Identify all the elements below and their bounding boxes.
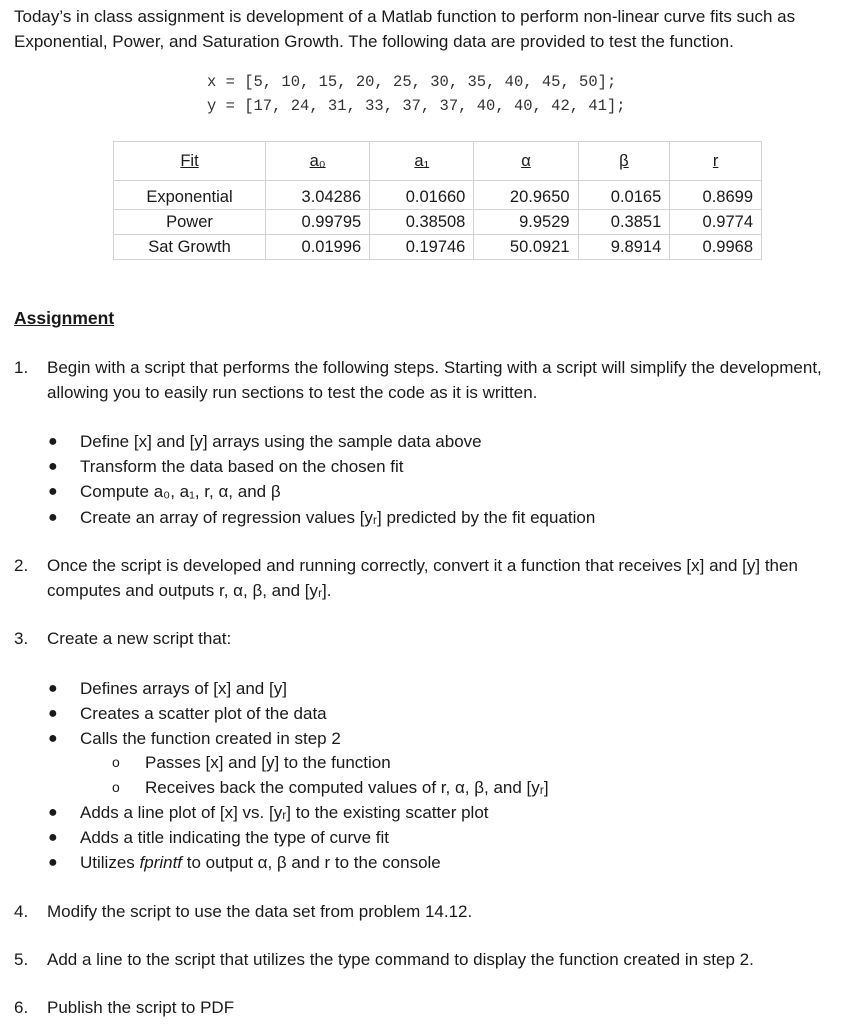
row-label: Sat Growth <box>114 235 266 260</box>
code-x-line: x = [5, 10, 15, 20, 25, 30, 35, 40, 45, 50]; <box>207 73 617 91</box>
hollow-bullet-icon: o <box>112 754 120 770</box>
cell-a1: 0.01660 <box>370 181 474 210</box>
col-header-a0: a₀ <box>266 142 370 181</box>
code-y-line: y = [17, 24, 31, 33, 37, 37, 40, 40, 42, 41]; <box>207 97 626 115</box>
bullet-text: Compute a₀, a₁, r, α, and β <box>80 482 281 501</box>
step-text: Modify the script to use the data set from problem 14.12. <box>47 902 473 921</box>
code-block <box>207 70 626 118</box>
row-label: Exponential <box>114 181 266 210</box>
list-item <box>48 850 441 875</box>
cell-a0: 3.04286 <box>266 181 370 210</box>
cell-r: 0.9774 <box>670 210 762 235</box>
step-number: 4. <box>14 902 29 921</box>
sub-list-item <box>112 750 391 775</box>
step-number: 3. <box>14 629 29 648</box>
table-row <box>114 181 762 210</box>
fit-results-table <box>113 141 762 260</box>
bullet-icon: ● <box>48 680 58 697</box>
cell-a1: 0.19746 <box>370 235 474 260</box>
list-item <box>48 429 482 454</box>
fprintf-term: fprintf <box>139 853 183 872</box>
cell-alpha: 9.9529 <box>474 210 578 235</box>
step-text: Begin with a script that performs the following steps. Starting with a script will simplify the development, allowing you to easily run sections to test the code as it is written. <box>47 358 822 402</box>
bullet-icon: ● <box>48 804 58 821</box>
bullet-icon: ● <box>48 854 58 871</box>
col-header-r: r <box>670 142 762 181</box>
bullet-icon: ● <box>48 433 58 450</box>
cell-r: 0.9968 <box>670 235 762 260</box>
step-2 <box>14 553 854 603</box>
step-3 <box>14 626 854 651</box>
row-label: Power <box>114 210 266 235</box>
step-text: Publish the script to PDF <box>47 998 235 1017</box>
intro-paragraph: Today’s in class assignment is development of a Matlab function to perform non-linear curve fits such as Exponential, Power, and Saturation Growth. The following data are provided to test the function. <box>14 7 796 51</box>
step-6 <box>14 995 854 1020</box>
col-header-alpha: α <box>474 142 578 181</box>
cell-a1: 0.38508 <box>370 210 474 235</box>
sub-bullet-text: Passes [x] and [y] to the function <box>145 753 391 772</box>
bullet-text: Defines arrays of [x] and [y] <box>80 679 287 698</box>
col-header-beta: β <box>578 142 670 181</box>
list-item <box>48 676 287 701</box>
cell-a0: 0.99795 <box>266 210 370 235</box>
bullet-icon: ● <box>48 509 58 526</box>
bullet-text: Transform the data based on the chosen fit <box>80 457 404 476</box>
bullet-text: Creates a scatter plot of the data <box>80 704 327 723</box>
bullet-icon: ● <box>48 458 58 475</box>
bullet-icon: ● <box>48 483 58 500</box>
bullet-text: Create an array of regression values [yᵣ] predicted by the fit equation <box>80 508 596 527</box>
step-5 <box>14 947 854 972</box>
step-number: 6. <box>14 998 29 1017</box>
list-item <box>48 479 281 504</box>
list-item <box>48 454 404 479</box>
cell-beta: 0.3851 <box>578 210 670 235</box>
sub-bullet-text: Receives back the computed values of r, α, β, and [yᵣ] <box>145 778 549 797</box>
bullet-text-post: to output α, β and r to the console <box>182 853 441 872</box>
bullet-text: Adds a title indicating the type of curve fit <box>80 828 390 847</box>
list-item <box>48 800 489 825</box>
sub-list-item <box>112 775 549 800</box>
step-number: 1. <box>14 358 29 377</box>
bullet-icon: ● <box>48 730 58 747</box>
bullet-text: Adds a line plot of [x] vs. [yᵣ] to the existing scatter plot <box>80 803 489 822</box>
list-item <box>48 505 595 530</box>
bullet-icon: ● <box>48 829 58 846</box>
list-item <box>48 726 341 751</box>
col-header-fit: Fit <box>114 142 266 181</box>
step-text: Create a new script that: <box>47 629 232 648</box>
list-item <box>48 701 327 726</box>
cell-alpha: 50.0921 <box>474 235 578 260</box>
cell-a0: 0.01996 <box>266 235 370 260</box>
cell-alpha: 20.9650 <box>474 181 578 210</box>
step-text: Add a line to the script that utilizes the type command to display the function created in step 2. <box>47 950 754 969</box>
bullet-text <box>80 850 441 875</box>
bullet-text: Define [x] and [y] arrays using the sample data above <box>80 432 482 451</box>
hollow-bullet-icon: o <box>112 779 120 795</box>
step-number: 5. <box>14 950 29 969</box>
table-header-row <box>114 142 762 181</box>
col-header-a1: a₁ <box>370 142 474 181</box>
step-number: 2. <box>14 556 29 575</box>
cell-beta: 9.8914 <box>578 235 670 260</box>
step-4 <box>14 899 854 924</box>
assignment-heading: Assignment <box>14 308 115 328</box>
bullet-text: Calls the function created in step 2 <box>80 729 341 748</box>
step-text: Once the script is developed and running correctly, convert it a function that receives [x] and [y] then computes and outputs r, α, β, and [yᵣ]. <box>47 556 798 600</box>
cell-beta: 0.0165 <box>578 181 670 210</box>
list-item <box>48 825 389 850</box>
table-row <box>114 235 762 260</box>
bullet-icon: ● <box>48 705 58 722</box>
step-1 <box>14 355 854 405</box>
table-row <box>114 210 762 235</box>
cell-r: 0.8699 <box>670 181 762 210</box>
bullet-text-pre: Utilizes <box>80 853 140 872</box>
